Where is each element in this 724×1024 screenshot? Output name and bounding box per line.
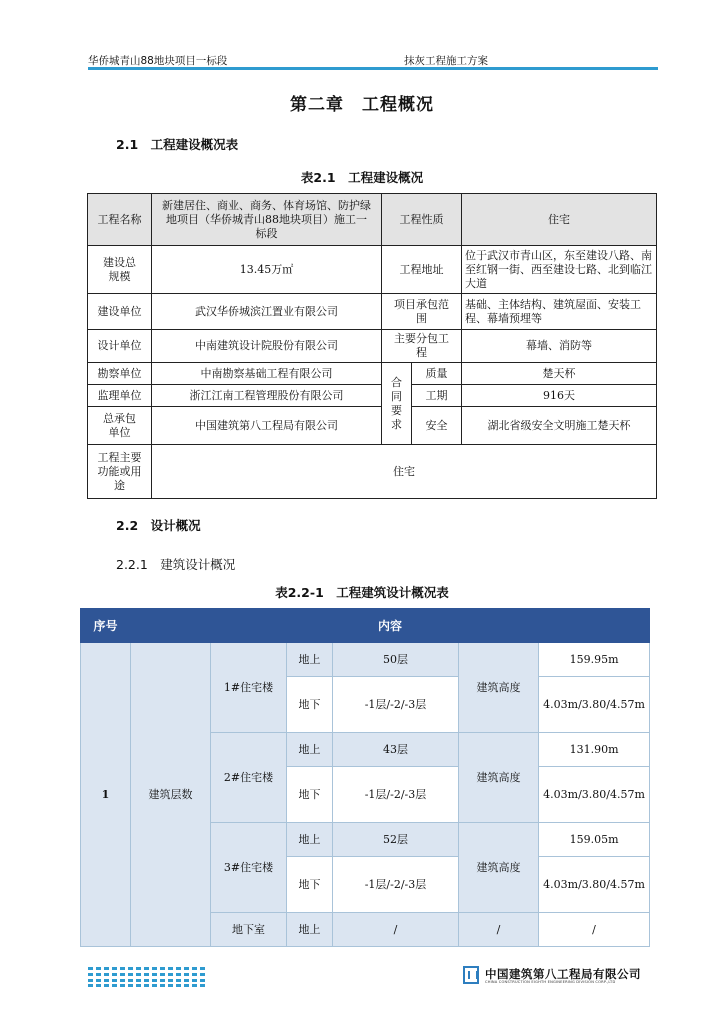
builder-value: 武汉华侨城滨江置业有限公司 (152, 294, 382, 330)
contract-scope-label: 项目承包范围 (382, 294, 462, 330)
building-design-table (80, 608, 650, 947)
function-label: 工程主要功能或用途 (88, 445, 152, 499)
table-row (88, 294, 657, 330)
floors-label: 建筑层数 (131, 643, 211, 947)
footer-stripe (88, 967, 206, 987)
table-row (88, 445, 657, 499)
contract-scope-value: 基础、主体结构、建筑屋面、安装工程、幕墙预埋等 (462, 294, 657, 330)
building-2-name: 2#住宅楼 (211, 733, 287, 823)
builder-label: 建设单位 (88, 294, 152, 330)
building-1-height-top: 159.95m (539, 643, 650, 677)
header-document-name: 抹灰工程施工方案 (404, 55, 488, 67)
building-3-height-top: 159.05m (539, 823, 650, 857)
project-overview-table (87, 193, 657, 499)
building-1-below-value: -1层/-2/-3层 (333, 677, 459, 733)
nature-value: 住宅 (462, 194, 657, 246)
table-row (88, 407, 657, 445)
building-1-height-label: 建筑高度 (459, 643, 539, 733)
function-value: 住宅 (152, 445, 657, 499)
column-header-no: 序号 (81, 609, 131, 643)
quality-label: 质量 (412, 363, 462, 385)
address-label: 工程地址 (382, 246, 462, 294)
cscec-logo-icon (463, 966, 479, 984)
building-2-height-floors: 4.03m/3.80/4.57m (539, 767, 650, 823)
basement-value-3: / (539, 913, 650, 947)
supervisor-value: 浙江江南工程管理股份有限公司 (152, 385, 382, 407)
survey-label: 勘察单位 (88, 363, 152, 385)
company-logo (463, 966, 653, 988)
building-2-height-label: 建筑高度 (459, 733, 539, 823)
table-row (88, 330, 657, 363)
duration-value: 916天 (462, 385, 657, 407)
building-1-below-label: 地下 (287, 677, 333, 733)
section-heading-2-2: 2.2 设计概况 (116, 518, 201, 533)
survey-value: 中南勘察基础工程有限公司 (152, 363, 382, 385)
designer-value: 中南建筑设计院股份有限公司 (152, 330, 382, 363)
subcontract-label: 主要分包工程 (382, 330, 462, 363)
basement-value-1: / (333, 913, 459, 947)
building-2-height-top: 131.90m (539, 733, 650, 767)
duration-label: 工期 (412, 385, 462, 407)
company-name-cn: 中国建筑第八工程局有限公司 (485, 967, 641, 981)
table-row (88, 385, 657, 407)
basement-name: 地下室 (211, 913, 287, 947)
page-header (88, 50, 658, 70)
supervisor-label: 监理单位 (88, 385, 152, 407)
project-name-value: 新建居住、商业、商务、体育场馆、防护绿地项目（华侨城青山88地块项目）施工一标段 (152, 194, 382, 246)
safety-value: 湖北省级安全文明施工楚天杯 (462, 407, 657, 445)
header-rule (88, 67, 658, 70)
building-2-above-label: 地上 (287, 733, 333, 767)
safety-label: 安全 (412, 407, 462, 445)
header-project-name: 华侨城青山88地块项目一标段 (88, 55, 228, 67)
section-heading-2-2-1: 2.2.1 建筑设计概况 (116, 557, 236, 572)
table1-caption: 表2.1 工程建设概况 (300, 170, 424, 185)
scale-label: 建设总规模 (88, 246, 152, 294)
building-3-name: 3#住宅楼 (211, 823, 287, 913)
scale-value: 13.45万㎡ (152, 246, 382, 294)
building-1-above-label: 地上 (287, 643, 333, 677)
address-value: 位于武汉市青山区，东至建设八路、南至红钢一街、西至建设七路、北到临江大道 (462, 246, 657, 294)
designer-label: 设计单位 (88, 330, 152, 363)
general-contractor-label: 总承包单位 (88, 407, 152, 445)
quality-value: 楚天杯 (462, 363, 657, 385)
building-2-below-value: -1层/-2/-3层 (333, 767, 459, 823)
table-row (88, 246, 657, 294)
table-row (88, 194, 657, 246)
building-1-name: 1#住宅楼 (211, 643, 287, 733)
building-3-below-value: -1层/-2/-3层 (333, 857, 459, 913)
company-name-en: CHINA CONSTRUCTION EIGHTH ENGINEERING DIVISION CORP.,LTD (485, 980, 616, 984)
building-3-height-label: 建筑高度 (459, 823, 539, 913)
table-row (88, 363, 657, 385)
column-header-content: 内容 (131, 609, 650, 643)
building-2-below-label: 地下 (287, 767, 333, 823)
building-2-above-value: 43层 (333, 733, 459, 767)
contract-requirement-label: 合同要求 (382, 363, 412, 445)
table2-caption: 表2.2-1 工程建筑设计概况表 (275, 585, 449, 600)
nature-label: 工程性质 (382, 194, 462, 246)
row-number: 1 (81, 643, 131, 947)
section-heading-2-1: 2.1 工程建设概况表 (116, 137, 239, 152)
building-3-height-floors: 4.03m/3.80/4.57m (539, 857, 650, 913)
chapter-title: 第二章 工程概况 (290, 95, 434, 115)
building-3-above-label: 地上 (287, 823, 333, 857)
subcontract-value: 幕墙、消防等 (462, 330, 657, 363)
building-1-height-floors: 4.03m/3.80/4.57m (539, 677, 650, 733)
general-contractor-value: 中国建筑第八工程局有限公司 (152, 407, 382, 445)
building-3-above-value: 52层 (333, 823, 459, 857)
basement-above-label: 地上 (287, 913, 333, 947)
table-row (81, 643, 650, 677)
building-3-below-label: 地下 (287, 857, 333, 913)
basement-value-2: / (459, 913, 539, 947)
table-row (81, 609, 650, 643)
project-name-label: 工程名称 (88, 194, 152, 246)
building-1-above-value: 50层 (333, 643, 459, 677)
